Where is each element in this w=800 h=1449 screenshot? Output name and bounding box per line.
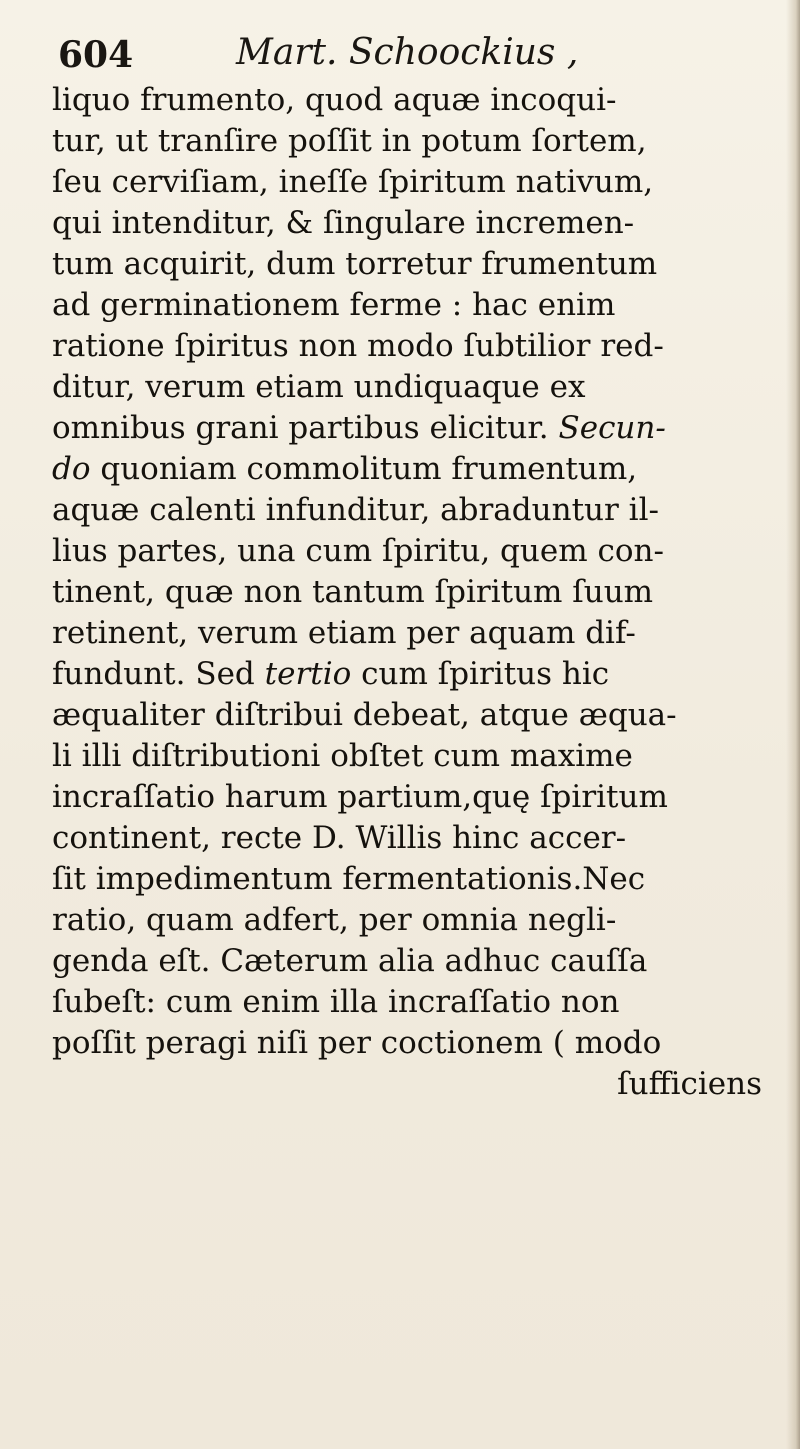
text-line	[52, 80, 792, 121]
text-segment: poſſit peragi niſi per coctionem ( modo	[52, 1025, 662, 1061]
italic-text-segment: do	[52, 451, 91, 487]
text-segment: cum ſpiritus hic	[351, 656, 610, 692]
text-segment: qui intenditur, & ſingulare incremen-	[52, 205, 635, 241]
text-line	[52, 859, 792, 900]
text-line	[52, 1023, 792, 1064]
text-segment: tur, ut tranſire poſſit in potum ſortem,	[52, 123, 647, 159]
text-line	[52, 613, 792, 654]
text-segment: fundunt. Sed	[52, 656, 265, 692]
text-segment: genda eſt. Cæterum alia adhuc cauſſa	[52, 943, 648, 979]
text-segment: lius partes, una cum ſpiritu, quem con-	[52, 533, 664, 569]
text-line	[52, 203, 792, 244]
text-line	[52, 1064, 792, 1105]
text-segment: retinent, verum etiam per aquam dif-	[52, 615, 636, 651]
page-number: 604	[58, 34, 134, 76]
text-line	[52, 695, 792, 736]
text-segment: ratio, quam adfert, per omnia negli-	[52, 902, 617, 938]
text-line	[52, 367, 792, 408]
text-line	[52, 244, 792, 285]
text-segment: liquo frumento, quod aquæ incoqui-	[52, 82, 617, 118]
text-segment: li illi diſtributioni obſtet cum maxime	[52, 738, 633, 774]
text-line	[52, 572, 792, 613]
text-segment: ſubeſt: cum enim illa incraſſatio non	[52, 984, 620, 1020]
text-line	[52, 941, 792, 982]
italic-text-segment: Secun-	[558, 410, 666, 446]
text-line	[52, 326, 792, 367]
text-segment: incraſſatio harum partium,quę ſpiritum	[52, 779, 668, 815]
text-line	[52, 736, 792, 777]
text-segment: ſeu cerviſiam, ineſſe ſpiritum nativum,	[52, 164, 654, 200]
text-segment: ditur, verum etiam undiquaque ex	[52, 369, 586, 405]
text-line	[52, 900, 792, 941]
text-segment: tum acquirit, dum torretur frumentum	[52, 246, 658, 282]
text-segment: continent, recte D. Willis hinc accer-	[52, 820, 627, 856]
text-line	[52, 449, 792, 490]
text-segment: quoniam commolitum frumentum,	[90, 451, 638, 487]
italic-text-segment: tertio	[264, 656, 352, 692]
text-line	[52, 490, 792, 531]
text-line	[52, 982, 792, 1023]
text-segment: ſufficiens	[617, 1066, 762, 1102]
text-segment: tinent, quæ non tantum ſpiritum ſuum	[52, 574, 654, 610]
text-line	[52, 654, 792, 695]
page-header	[58, 28, 758, 84]
text-segment: ad germinationem ferme : hac enim	[52, 287, 616, 323]
text-line	[52, 777, 792, 818]
text-line	[52, 285, 792, 326]
text-segment: æqualiter diſtribui debeat, atque æqua-	[52, 697, 677, 733]
text-line	[52, 408, 792, 449]
text-line	[52, 531, 792, 572]
text-segment: omnibus grani partibus elicitur.	[52, 410, 559, 446]
text-segment: aquæ calenti infunditur, abraduntur il-	[52, 492, 659, 528]
body-text	[52, 80, 792, 1105]
text-segment: ratione ſpiritus non modo ſubtilior red-	[52, 328, 664, 364]
text-line	[52, 818, 792, 859]
text-line	[52, 162, 792, 203]
text-segment: ſit impedimentum fermentationis.Nec	[52, 861, 646, 897]
running-head: Mart. Schoockius ,	[236, 32, 579, 73]
text-line	[52, 121, 792, 162]
